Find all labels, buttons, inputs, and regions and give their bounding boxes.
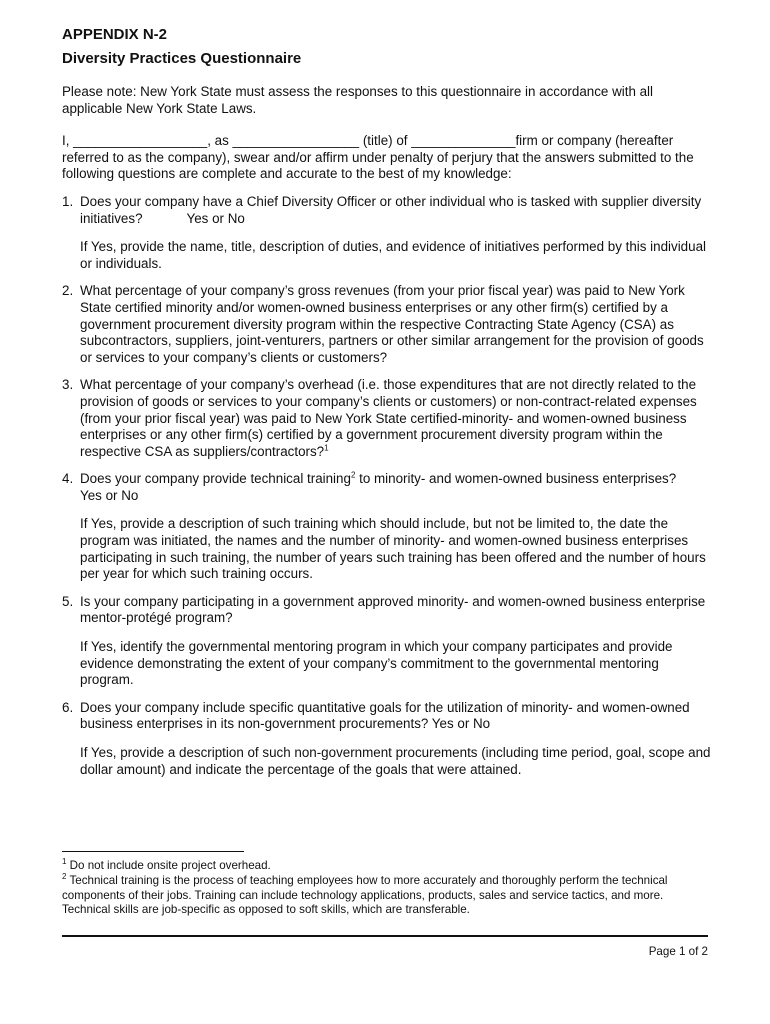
yes-no-answer: Yes or No	[186, 210, 245, 226]
footnote-ref-1: 1	[324, 443, 329, 453]
question-number: 2.	[62, 283, 74, 299]
question-number: 6.	[62, 699, 74, 715]
question-list	[62, 194, 712, 778]
question-text: Does your company have a Chief Diversity Officer or other individual who is tasked with supplier diversity initiatives?	[80, 193, 702, 226]
footer-divider	[62, 935, 708, 937]
document-page	[62, 26, 712, 789]
footnote-1	[62, 859, 712, 874]
footnote-ref-2: 2	[350, 470, 356, 480]
question-3	[62, 377, 712, 460]
footnote-mark: 1	[62, 857, 67, 867]
affirmation-statement: I, __________________, as _________________ (title) of ______________firm or company (hereafter referred to as the company), swear and/or affirm under penalty of perjury that the answers submitted to the following questions are complete and accurate to the best of my knowledge:	[62, 133, 694, 182]
question-number: 3.	[62, 377, 74, 393]
yes-no-answer: Yes or No	[80, 487, 139, 503]
question-text: Is your company participating in a government approved minority- and women-owned business enterprise mentor-protégé program?	[80, 593, 706, 626]
question-text: What percentage of your company’s overhead (i.e. those expenditures that are not directly related to the provision of goods or services to your company’s clients or customers) or non-contract-related expenses (from your prior fiscal year) was paid to New York State certified-minority- and women-owned business enterprises or any other firm(s) certified by a government procurement diversity program within the respective CSA as suppliers/contractors?	[80, 377, 697, 459]
assessment-note: Please note: New York State must assess the responses to this questionnaire in accordance with all applicable New York State Laws.	[62, 84, 654, 116]
question-2	[62, 283, 712, 366]
page-subtitle: Diversity Practices Questionnaire	[62, 50, 302, 67]
footnote-mark: 2	[62, 871, 67, 881]
question-1	[62, 194, 712, 272]
footnote-divider	[62, 851, 244, 852]
question-text: Does your company provide technical training	[80, 471, 351, 487]
footnotes	[62, 859, 712, 918]
page-title: APPENDIX N-2	[62, 26, 168, 43]
question-followup: If Yes, identify the governmental mentoring program in which your company participates and provide evidence demonstrating the extent of your company’s commitment to the governmental mentoring program.	[80, 639, 673, 688]
page-number: Page 1 of 2	[648, 945, 708, 958]
footnote-text: Do not include onsite project overhead.	[66, 859, 271, 872]
question-text: Does your company include specific quantitative goals for the utilization of minority- and women-owned business enterprises in its non-government procurements? Yes or No	[80, 699, 690, 732]
footnote-text: Technical training is the process of teaching employees how to more accurately and thoroughly perform the technical components of their jobs. Training can include technology applications, products, sales and service tactics, and more. Technical skills are job-specific as opposed to soft skills, which are transferable.	[62, 873, 668, 917]
question-number: 5.	[62, 593, 74, 609]
question-text: What percentage of your company’s gross revenues (from your prior fiscal year) was paid to New York State certified minority and/or women-owned business enterprises or any other firm(s) certified by a government procurement diversity program within the respective Contracting State Agency (CSA) as subcontractors, suppliers, joint-venturers, partners or other similar arrangement for the provision of goods or services to your company’s clients or customers?	[80, 283, 704, 365]
question-6	[62, 700, 712, 778]
question-4	[62, 471, 712, 583]
question-number: 1.	[62, 193, 74, 209]
question-followup: If Yes, provide the name, title, description of duties, and evidence of initiatives performed by this individual or individuals.	[80, 239, 706, 271]
question-5	[62, 594, 712, 689]
question-number: 4.	[62, 471, 74, 487]
question-text-cont: to minority- and women-owned business enterprises?	[355, 471, 677, 487]
footnote-2	[62, 871, 712, 918]
question-followup: If Yes, provide a description of such non-government procurements (including time period, goal, scope and dollar amount) and indicate the percentage of the goals that were attained.	[80, 745, 711, 777]
question-followup: If Yes, provide a description of such training which should include, but not be limited to, the date the program was initiated, the names and the number of minority- and women-owned business enterprises participating in such training, the number of years such training has been offered and the number of hours per year for which such training occurs.	[80, 516, 706, 582]
